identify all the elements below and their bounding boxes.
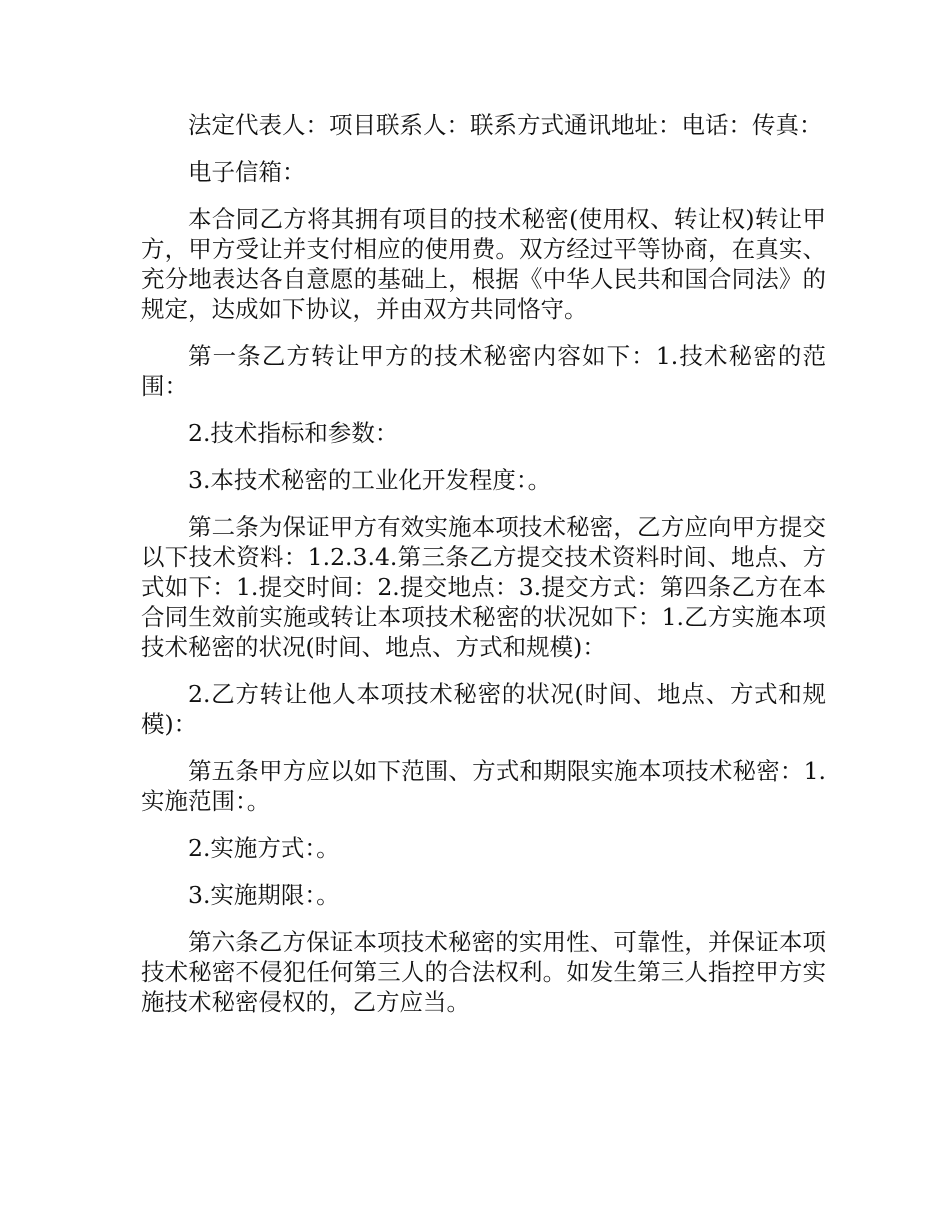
paragraph-article-5-item-2: 2.实施方式：。 — [188, 834, 340, 862]
paragraph-article-5: 第五条甲方应以如下范围、方式和期限实施本项技术秘密：1.实施范围：。 — [141, 757, 826, 815]
paragraph-preamble: 本合同乙方将其拥有项目的技术秘密(使用权、转让权)转让甲方，甲方受让并支付相应的使用费。双方经过平等协商，在真实、充分地表达各自意愿的基础上，根据《中华人民共和国合同法》的规定，达成如下协议，并由双方共同恪守。 — [141, 205, 826, 323]
paragraph-email: 电子信箱： — [188, 158, 306, 186]
paragraph-article-1-item-2: 2.技术指标和参数： — [188, 419, 399, 447]
document-page — [141, 110, 826, 1034]
paragraph-article-6: 第六条乙方保证本项技术秘密的实用性、可靠性，并保证本项技术秘密不侵犯任何第三人的合法权利。如发生第三人指控甲方实施技术秘密侵权的，乙方应当。 — [141, 928, 826, 1016]
paragraph-article-4-item-2: 2.乙方转让他人本项技术秘密的状况(时间、地点、方式和规模)： — [141, 680, 826, 738]
paragraph-article-1-item-3: 3.本技术秘密的工业化开发程度：。 — [188, 466, 552, 494]
paragraph-article-5-item-3: 3.实施期限：。 — [188, 881, 340, 909]
paragraph-article-1: 第一条乙方转让甲方的技术秘密内容如下：1.技术秘密的范围： — [141, 342, 826, 400]
paragraph-article-2-3-4: 第二条为保证甲方有效实施本项技术秘密，乙方应向甲方提交以下技术资料：1.2.3.4.第三条乙方提交技术资料时间、地点、方式如下：1.提交时间：2.提交地点：3.提交方式：第四条乙方在本合同生效前实施或转让本项技术秘密的状况如下：1.乙方实施本项技术秘密的状况(时间、地点、方式和规模)： — [141, 513, 826, 661]
paragraph-contact-info: 法定代表人：项目联系人：联系方式通讯地址：电话：传真： — [188, 111, 823, 139]
